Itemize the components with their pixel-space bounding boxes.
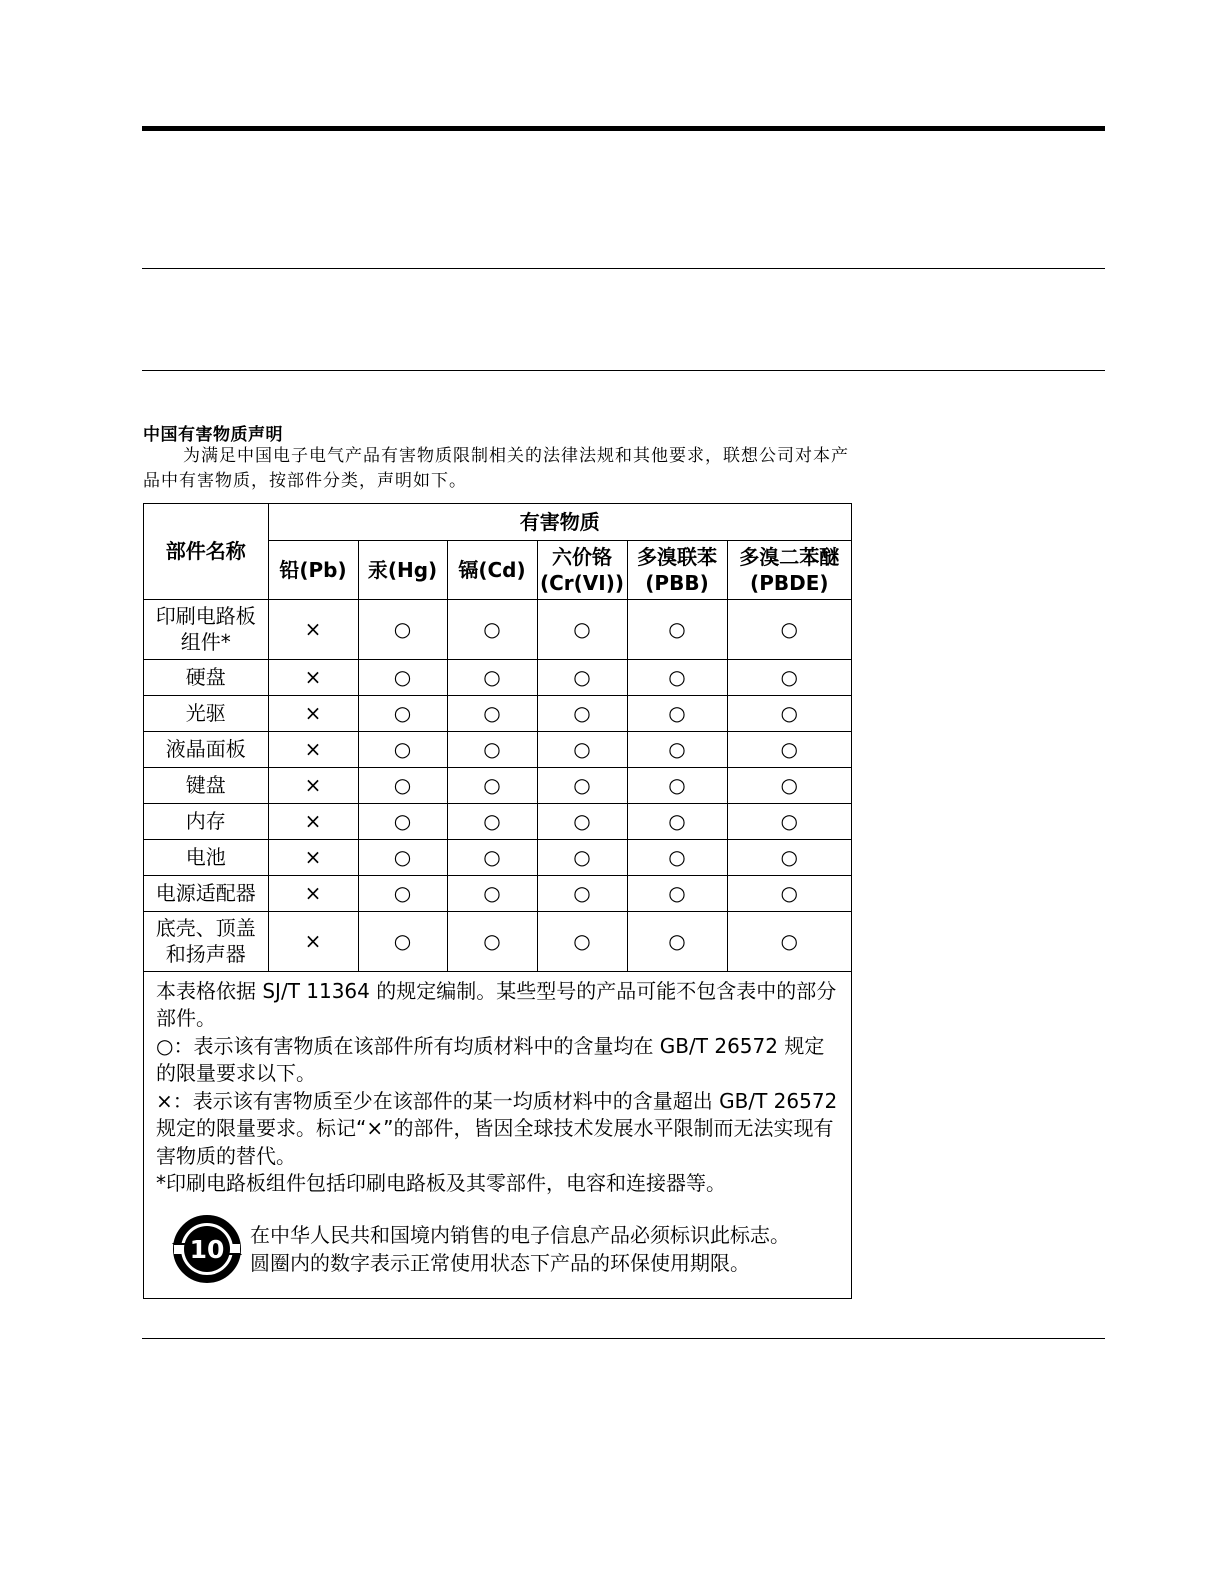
note-standard: 本表格依据 SJ/T 11364 的规定编制。某些型号的产品可能不包含表中的部分部件。 [156, 978, 837, 1030]
substance-mark-cell: ○ [447, 731, 537, 767]
substance-mark-cell: ○ [627, 875, 727, 911]
substance-mark-cell: ○ [537, 599, 627, 659]
substance-mark-cell: ○ [537, 695, 627, 731]
logo-caption-line1: 在中华人民共和国境内销售的电子信息产品必须标识此标志。 [250, 1222, 790, 1247]
substance-name: 镉 [458, 557, 479, 582]
substance-mark-cell: ○ [358, 659, 447, 695]
note-circle: ○：表示该有害物质在该部件所有均质材料中的含量均在 GB/T 26572 规定的限量要求以下。 [156, 1033, 825, 1085]
substance-mark-cell: ○ [358, 695, 447, 731]
substance-mark-cell: ○ [358, 839, 447, 875]
substance-mark-cell: ○ [447, 803, 537, 839]
substance-mark-cell: ○ [727, 731, 851, 767]
substance-mark-cell: ○ [358, 731, 447, 767]
table-row [144, 731, 851, 767]
substance-symbol-line [628, 570, 727, 596]
substance-mark-cell: ○ [537, 731, 627, 767]
divider-rule [142, 268, 1105, 269]
substance-label [448, 557, 537, 583]
part-name-header: 部件名称 [144, 504, 268, 599]
table-row [144, 695, 851, 731]
table-row [144, 599, 851, 659]
divider-rule [142, 1338, 1105, 1339]
part-name-cell [144, 695, 268, 731]
substance-mark-cell: ○ [358, 875, 447, 911]
substance-mark-cell: × [268, 875, 358, 911]
substance-mark-cell: × [268, 839, 358, 875]
part-name: 光驱 [185, 701, 226, 725]
substance-mark-cell: ○ [537, 803, 627, 839]
substance-symbol-line [728, 570, 852, 596]
substance-mark-cell: × [268, 767, 358, 803]
part-name-cell [144, 839, 268, 875]
substance-mark-cell: ○ [447, 695, 537, 731]
substance-mark-cell: ○ [627, 839, 727, 875]
substance-mark-cell: ○ [727, 695, 851, 731]
part-name-cell [144, 767, 268, 803]
substance-label [269, 557, 358, 583]
substance-mark-cell: × [268, 659, 358, 695]
substance-header [268, 540, 358, 599]
intro-paragraph: 为满足中国电子电气产品有害物质限制相关的法律法规和其他要求，联想公司对本产品中有害物质，按部件分类，声明如下。 [143, 446, 849, 491]
substance-mark-cell: ○ [727, 803, 851, 839]
substance-mark-cell: ○ [627, 695, 727, 731]
table-row [144, 875, 851, 911]
table-row [144, 659, 851, 695]
substance-name: 铅 [279, 557, 300, 582]
substance-mark-cell: ○ [627, 659, 727, 695]
logo-number: 10 [189, 1234, 225, 1264]
substance-mark-cell: ○ [358, 803, 447, 839]
part-name: 内存 [185, 809, 226, 833]
substance-symbol: (PBB) [645, 570, 709, 595]
substance-mark-cell: ○ [447, 911, 537, 971]
substance-symbol: (Pb) [299, 557, 347, 582]
substance-mark-cell: ○ [537, 911, 627, 971]
substance-mark-cell: ○ [627, 731, 727, 767]
part-name-line2: 组件* [180, 630, 231, 654]
substance-mark-cell: ○ [727, 875, 851, 911]
substance-mark-cell: ○ [447, 659, 537, 695]
substance-symbol: (Cr(VI)) [539, 570, 625, 595]
substance-mark-cell: ○ [358, 767, 447, 803]
table-notes [144, 972, 851, 1198]
substance-header [727, 540, 851, 599]
part-name: 键盘 [185, 773, 226, 797]
substance-mark-cell: ○ [537, 839, 627, 875]
part-name: 印刷电路板 [155, 604, 256, 628]
table-row [144, 911, 851, 971]
substance-mark-cell: ○ [727, 911, 851, 971]
substance-mark-cell: ○ [447, 839, 537, 875]
substance-mark-cell: × [268, 803, 358, 839]
part-name: 电池 [185, 845, 226, 869]
substance-name: 多溴二苯醚 [739, 544, 840, 569]
note-cross: ×：表示该有害物质至少在该部件的某一均质材料中的含量超出 GB/T 26572 规定的限量要求。标记“×”的部件，皆因全球技术发展水平限制而无法实现有害物质的替代。 [156, 1088, 838, 1168]
substance-header [358, 540, 447, 599]
substance-mark-cell: ○ [627, 911, 727, 971]
substance-mark-cell: ○ [727, 659, 851, 695]
substance-header [627, 540, 727, 599]
substance-group-header: 有害物质 [268, 504, 851, 540]
part-name-cell [144, 875, 268, 911]
section-heading: 中国有害物质声明 [143, 425, 283, 445]
substance-mark-cell: ○ [727, 599, 851, 659]
table-row [144, 767, 851, 803]
part-name-cell [144, 911, 268, 971]
part-name-cell [144, 803, 268, 839]
substance-symbol: (PBDE) [750, 570, 829, 595]
substance-mark-cell: ○ [537, 767, 627, 803]
top-thick-rule [142, 126, 1105, 131]
substance-mark-cell: ○ [537, 659, 627, 695]
substance-table [144, 504, 851, 972]
substance-mark-cell: ○ [447, 599, 537, 659]
substance-name: 六价铬 [552, 544, 612, 569]
table-row [144, 803, 851, 839]
efup-logo-row [144, 1198, 851, 1298]
substance-name: 汞 [367, 557, 388, 582]
substance-mark-cell: ○ [358, 599, 447, 659]
substance-header [537, 540, 627, 599]
substance-label [359, 557, 447, 583]
substance-mark-cell: ○ [727, 839, 851, 875]
part-name-cell [144, 731, 268, 767]
part-name: 液晶面板 [165, 737, 246, 761]
substance-mark-cell: ○ [627, 767, 727, 803]
substance-mark-cell: ○ [627, 599, 727, 659]
part-name: 硬盘 [185, 665, 226, 689]
logo-caption [250, 1221, 790, 1277]
substance-mark-cell: ○ [447, 875, 537, 911]
substance-symbol: (Cd) [478, 557, 526, 582]
part-name: 电源适配器 [155, 881, 256, 905]
substance-mark-cell: × [268, 695, 358, 731]
part-name-cell [144, 599, 268, 659]
note-pcb: *印刷电路板组件包括印刷电路板及其零部件，电容和连接器等。 [156, 1171, 726, 1195]
substance-header [447, 540, 537, 599]
substance-mark-cell: ○ [727, 767, 851, 803]
substance-mark-cell: ○ [358, 911, 447, 971]
substance-name: 多溴联苯 [637, 544, 717, 569]
hazardous-substance-table [143, 503, 852, 1299]
substance-mark-cell: × [268, 911, 358, 971]
part-name: 底壳、顶盖 [155, 916, 256, 940]
substance-symbol: (Hg) [387, 557, 438, 582]
substance-mark-cell: × [268, 599, 358, 659]
substance-symbol-line [538, 570, 627, 596]
environment-friendly-use-period-icon [172, 1214, 242, 1284]
part-name-line2: 和扬声器 [165, 942, 246, 966]
substance-mark-cell: ○ [447, 767, 537, 803]
substance-mark-cell: ○ [537, 875, 627, 911]
table-row [144, 839, 851, 875]
logo-caption-line2: 圆圈内的数字表示正常使用状态下产品的环保使用期限。 [250, 1250, 750, 1275]
divider-rule [142, 370, 1105, 371]
substance-mark-cell: × [268, 731, 358, 767]
part-name-cell [144, 659, 268, 695]
substance-mark-cell: ○ [627, 803, 727, 839]
